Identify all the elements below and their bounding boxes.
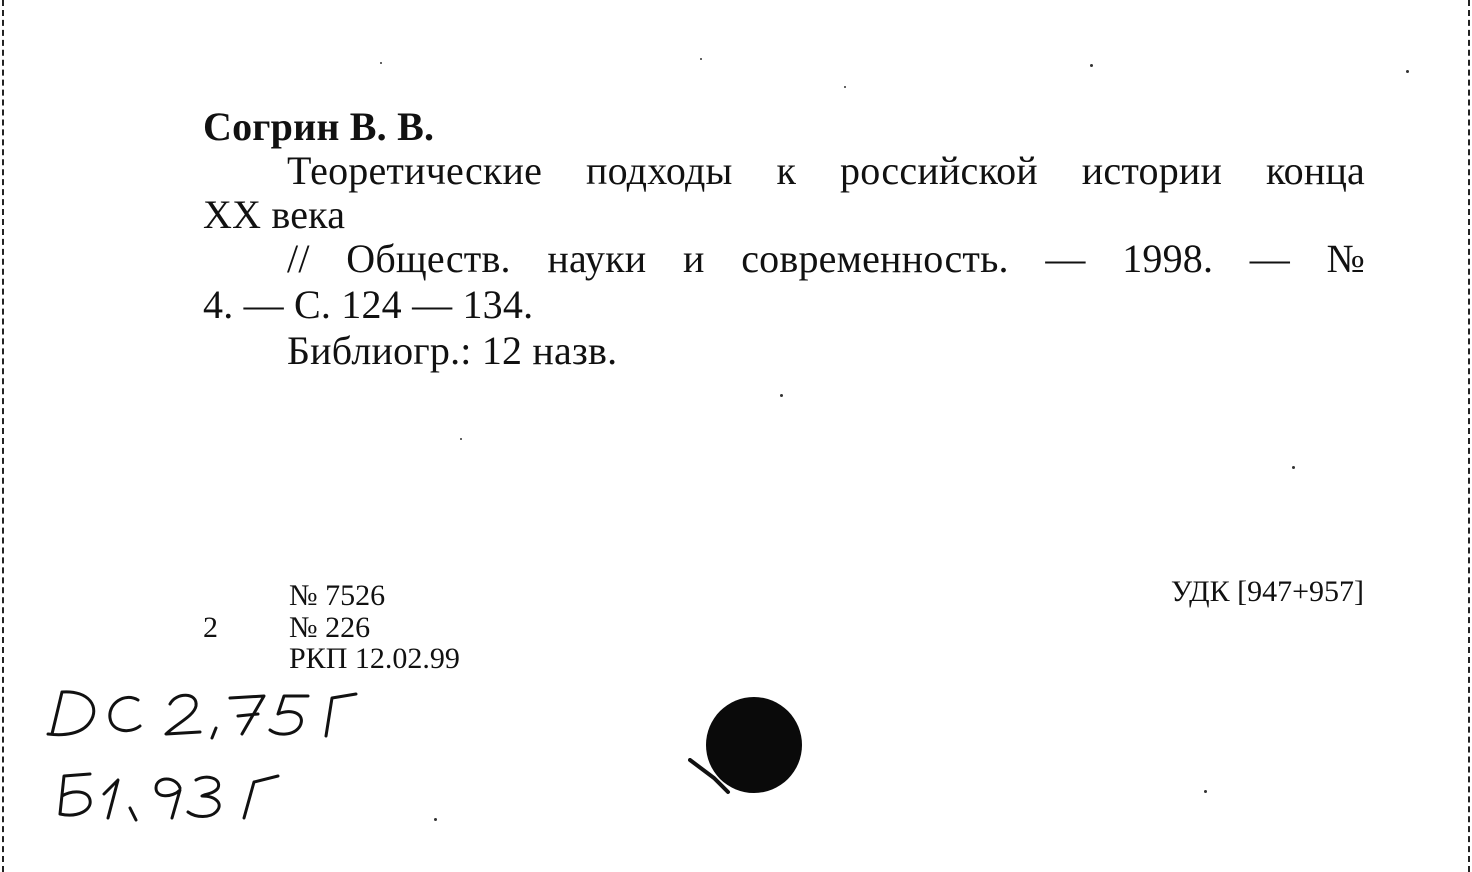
hole-scratch-mark [688, 758, 748, 798]
scan-speck [780, 394, 783, 397]
scan-speck [434, 818, 437, 821]
title-line-2: XX века [203, 192, 346, 237]
scan-speck [700, 58, 702, 60]
scan-speck [1090, 64, 1093, 67]
scan-speck [1406, 70, 1409, 73]
bibliography-note: Библиогр.: 12 назв. [287, 328, 618, 373]
card-right-edge [1468, 0, 1470, 872]
udk-code: УДК [947+957] [1170, 575, 1364, 608]
copies-count: 2 [203, 611, 218, 644]
accession-number: № 7526 [289, 579, 386, 612]
author-name: Согрин В. В. [203, 104, 435, 149]
scan-speck [1292, 466, 1295, 469]
card-left-edge [2, 0, 4, 872]
scan-speck [460, 438, 462, 440]
handwritten-price-1 [38, 684, 368, 744]
handwritten-price-2 [56, 766, 316, 826]
title-line-1: Теоретические подходы к российской истории конца [287, 148, 1365, 193]
scan-speck [1204, 790, 1207, 793]
scan-speck [380, 62, 382, 64]
second-number: № 226 [289, 611, 371, 644]
scan-speck [844, 86, 846, 88]
source-line-1: // Обществ. науки и современность. — 1998. — № [287, 236, 1365, 281]
rkp-date: РКП 12.02.99 [289, 642, 460, 675]
source-line-2: 4. — С. 124 — 134. [203, 282, 534, 327]
